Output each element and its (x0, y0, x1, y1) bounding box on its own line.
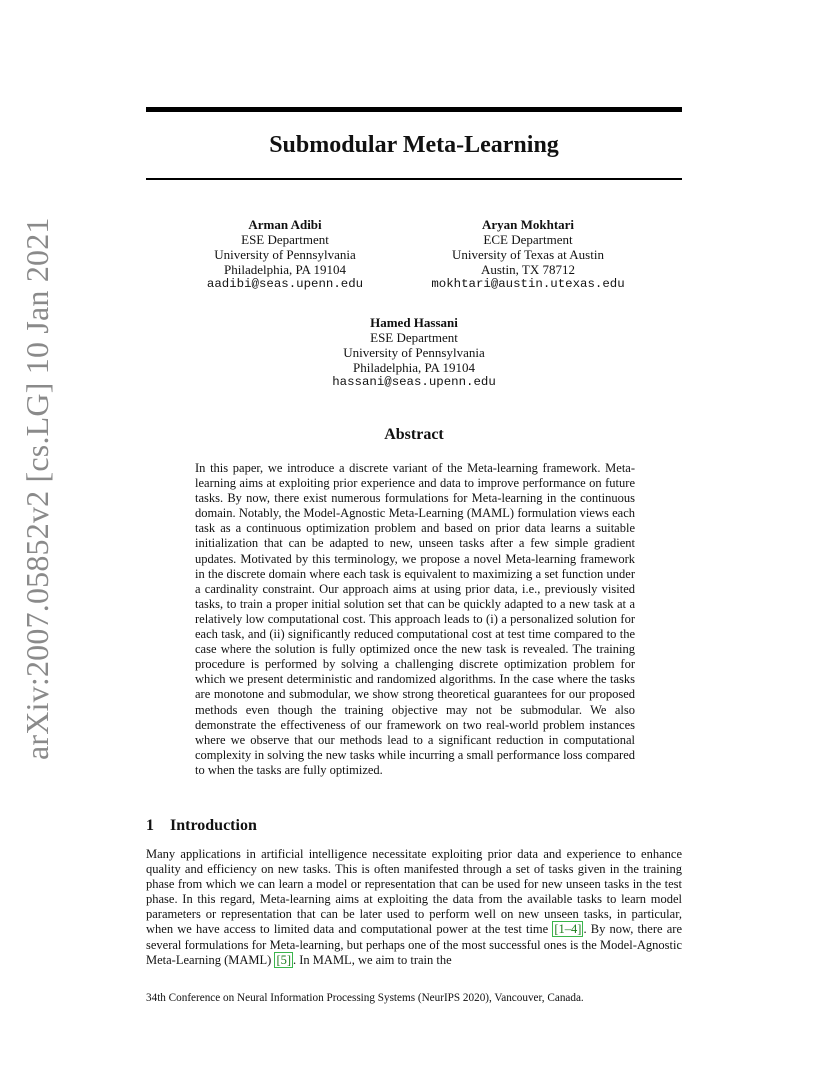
author-name: Arman Adibi (248, 217, 322, 232)
arxiv-identifier: arXiv:2007.05852v2 [cs.LG] 10 Jan 2021 (19, 217, 55, 760)
abstract-heading: Abstract (384, 426, 444, 443)
author-email[interactable]: aadibi@seas.upenn.edu (206, 277, 364, 291)
title-bottom-rule (146, 178, 682, 180)
section-heading (146, 816, 257, 836)
author-block-3 (314, 315, 514, 390)
intro-paragraph (146, 847, 682, 968)
section-number: 1 (146, 817, 154, 834)
section-title: Introduction (170, 817, 257, 834)
author-block-2 (413, 217, 643, 292)
author-department: ESE Department (370, 330, 458, 345)
title-top-rule (146, 107, 682, 112)
citation-link[interactable]: [5] (276, 952, 292, 967)
author-university: University of Texas at Austin (452, 247, 604, 262)
intro-text: Many applications in artificial intelligence necessitate exploiting prior data and experience to enhance quality and efficiency on new tasks. This is often manifested through a set of tasks given in the training phase from which we can learn a model or representation that can be used for new unseen tasks in the test phase. In this regard, Meta-learning aims at exploiting the data from the available tasks to learn model parameters or representation that can be later used to perform well on new unseen tasks, in particular, when we have access to limited data and computational power at the test time (146, 847, 682, 937)
author-address: Austin, TX 78712 (480, 262, 575, 277)
author-email[interactable]: mokhtari@austin.utexas.edu (431, 277, 625, 291)
author-university: University of Pennsylvania (343, 345, 485, 360)
author-department: ESE Department (241, 232, 329, 247)
author-name: Hamed Hassani (370, 315, 458, 330)
paper-title: Submodular Meta-Learning (269, 132, 559, 158)
conference-footnote: 34th Conference on Neural Information Processing Systems (NeurIPS 2020), Vancouver, Canada. (146, 992, 584, 1004)
citation-link[interactable]: [1–4] (554, 922, 582, 937)
author-email[interactable]: hassani@seas.upenn.edu (332, 375, 496, 389)
author-name: Aryan Mokhtari (481, 217, 575, 232)
intro-text: . In MAML, we aim to train the (293, 952, 452, 967)
author-university: University of Pennsylvania (214, 247, 356, 262)
author-department: ECE Department (483, 232, 573, 247)
intro-text: . By now, there are several formulations for Meta-learning, but perhaps one of the most successful ones is the Model-Agnostic Meta-Learning (MAML) (146, 922, 682, 967)
author-block-1 (185, 217, 385, 292)
abstract-text: In this paper, we introduce a discrete variant of the Meta-learning framework. Meta-learning aims at exploiting prior experience and data to improve performance on future tasks. By now, there exist numerous formulations for Meta-learning in the continuous domain. Notably, the Model-Agnostic Meta-Learning (MAML) formulation views each task as a continuous optimization problem and based on prior data learns a suitable initialization that can be adapted to new, unseen tasks after a few simple gradient updates. Motivated by this terminology, we propose a novel Meta-learning framework in the discrete domain where each task is equivalent to maximizing a set function under a cardinality constraint. Our approach aims at using prior data, i.e., previously visited tasks, to train a proper initial solution set that can be quickly adapted to a new task at a relatively low computational cost. This approach leads to (i) a personalized solution for each task, and (ii) significantly reduced computational cost at test time compared to the case where the solution is fully optimized once the new task is revealed. The training procedure is performed by solving a challenging discrete optimization problem for which we present deterministic and randomized algorithms. In the case where the tasks are monotone and submodular, we show strong theoretical guarantees for our proposed methods even though the training objective may not be submodular. We also demonstrate the effectiveness of our framework on two real-world problem instances where we observe that our methods lead to a significant reduction in computational complexity in solving the new tasks while incurring a small performance loss compared to when the tasks are fully optimized. (195, 461, 635, 777)
author-address: Philadelphia, PA 19104 (224, 262, 346, 277)
author-address: Philadelphia, PA 19104 (353, 360, 475, 375)
